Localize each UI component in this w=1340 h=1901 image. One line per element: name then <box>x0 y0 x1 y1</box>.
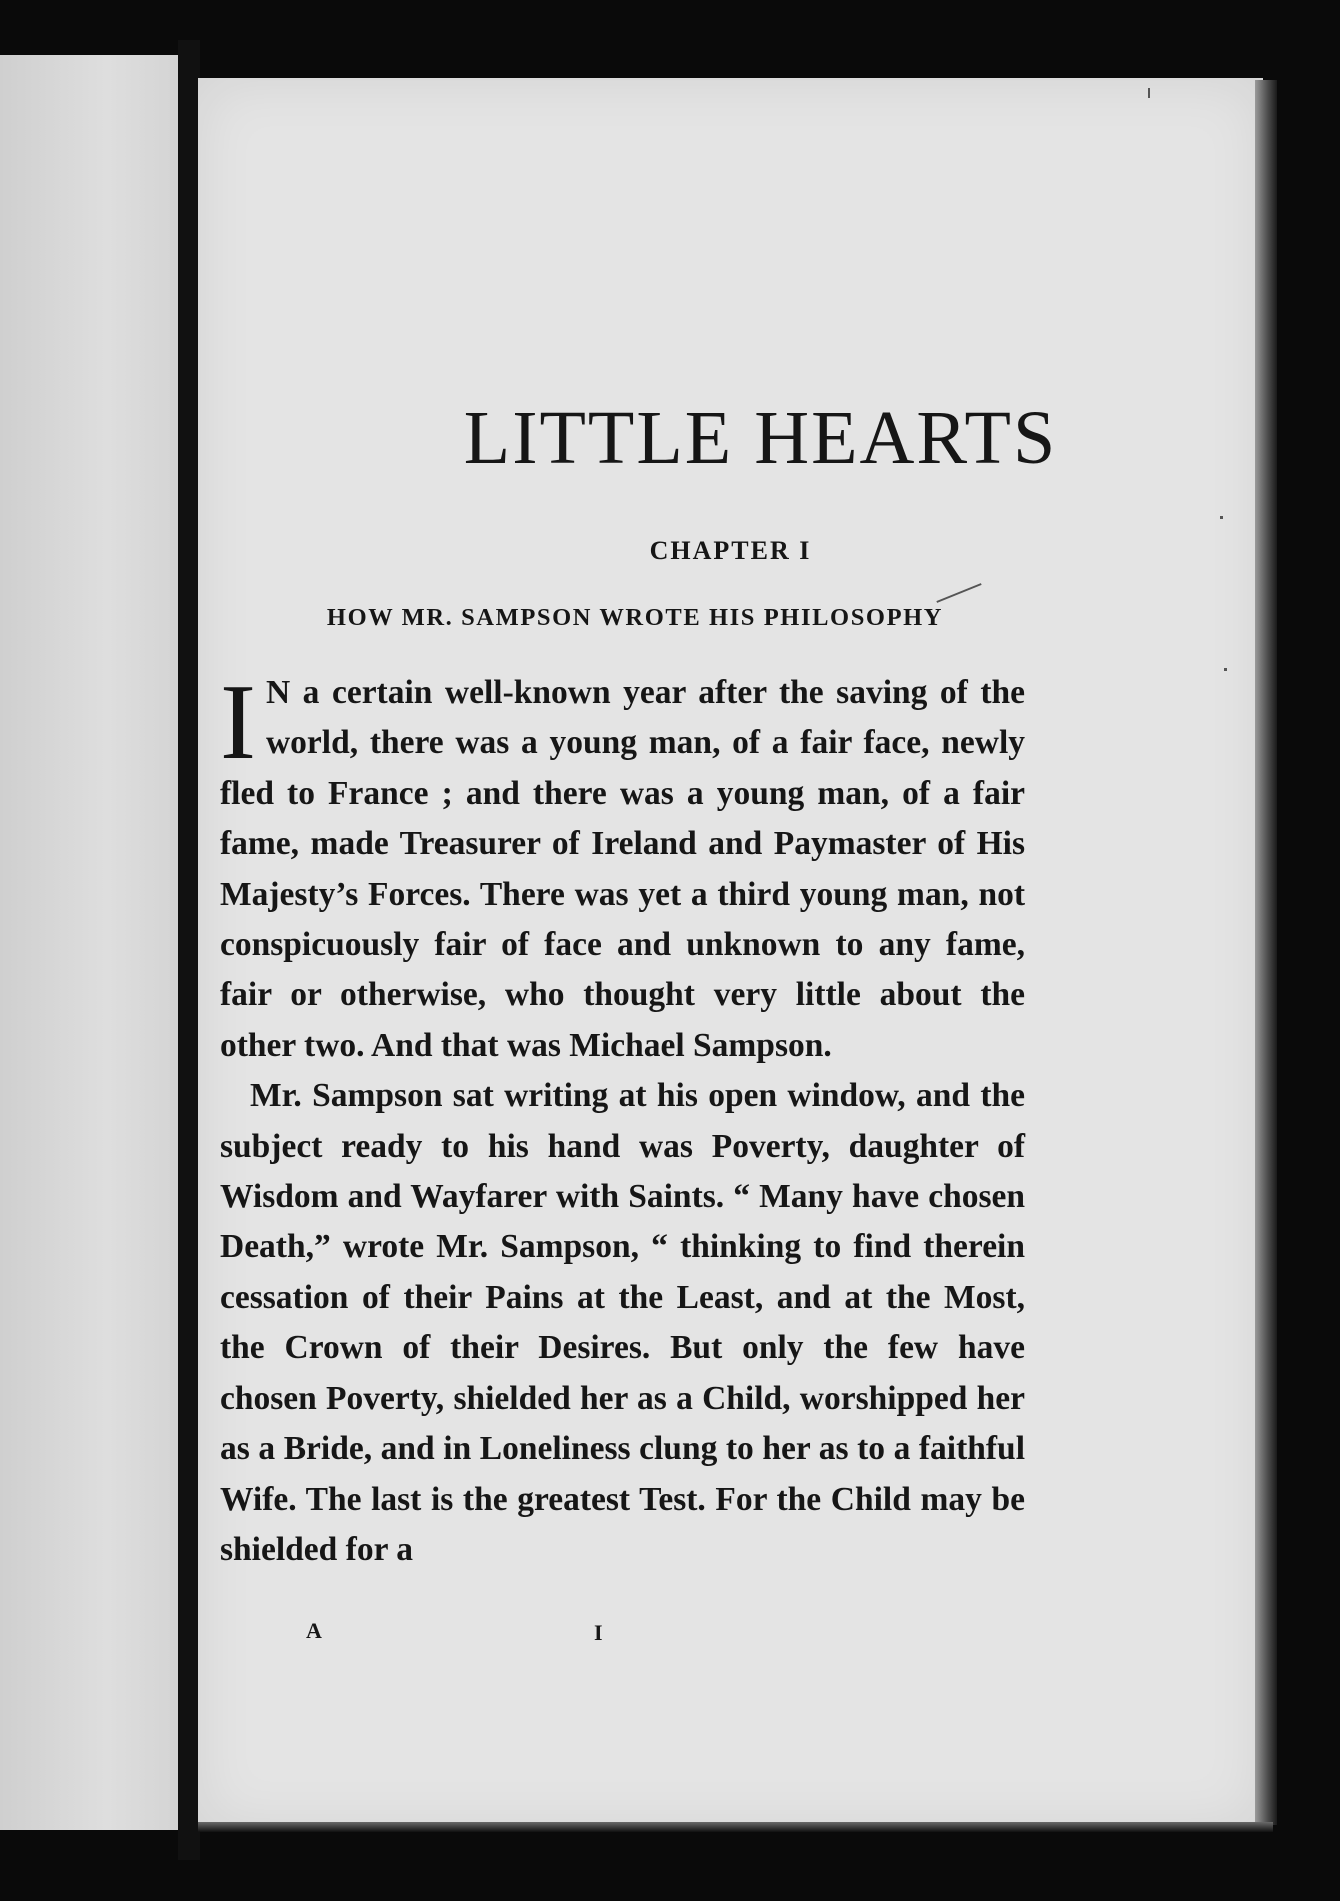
book-gutter <box>178 40 200 1860</box>
page-number: I <box>594 1620 603 1645</box>
page-bottom-edge <box>198 1822 1273 1832</box>
paragraph-text: N a certain well-known year after the saving of the world, there was a young man, of a fair face, newly fled to France ; and there was a young man, of a fair fame, made Treasurer of Ireland and Paymaster of His Majesty’s Forces. There was yet a third young man, not conspicuously fair of face and unknown to any fame, fair or otherwise, who thought very little about the other two. And that was Michael Sampson. <box>220 674 1025 1064</box>
drop-cap: I <box>220 663 256 782</box>
facing-page-edge <box>0 55 178 1830</box>
chapter-number: CHAPTER I <box>649 536 812 565</box>
paragraph: Mr. Sampson sat writing at his open window, and the subject ready to his hand was Poverty, daughter of Wisdom and Wayfarer with Saints. “ Many have chosen Death,” wrote Mr. Sampson, “ thinking to find therein cessation of their Pains at the Least, and at the Most, the Crown of their Desires. But only the few have chosen Poverty, shielded her as a Child, worshipped her as a Bride, and in Loneliness clung to her as to a faithful Wife. The last is the greatest Test. For the Child may be shielded for a <box>220 1077 1025 1568</box>
chapter-title: HOW MR. SAMPSON WROTE HIS PHILOSOPHY <box>326 604 944 631</box>
paragraph <box>220 663 1025 1071</box>
book-title: LITTLE HEARTS <box>463 396 1058 480</box>
paper-speck <box>1224 668 1227 671</box>
paper-speck <box>1220 516 1223 519</box>
body-text <box>220 663 1025 1575</box>
signature-mark: A <box>306 1618 322 1643</box>
page-fore-edge <box>1255 80 1277 1825</box>
paper-speck <box>1148 88 1150 98</box>
